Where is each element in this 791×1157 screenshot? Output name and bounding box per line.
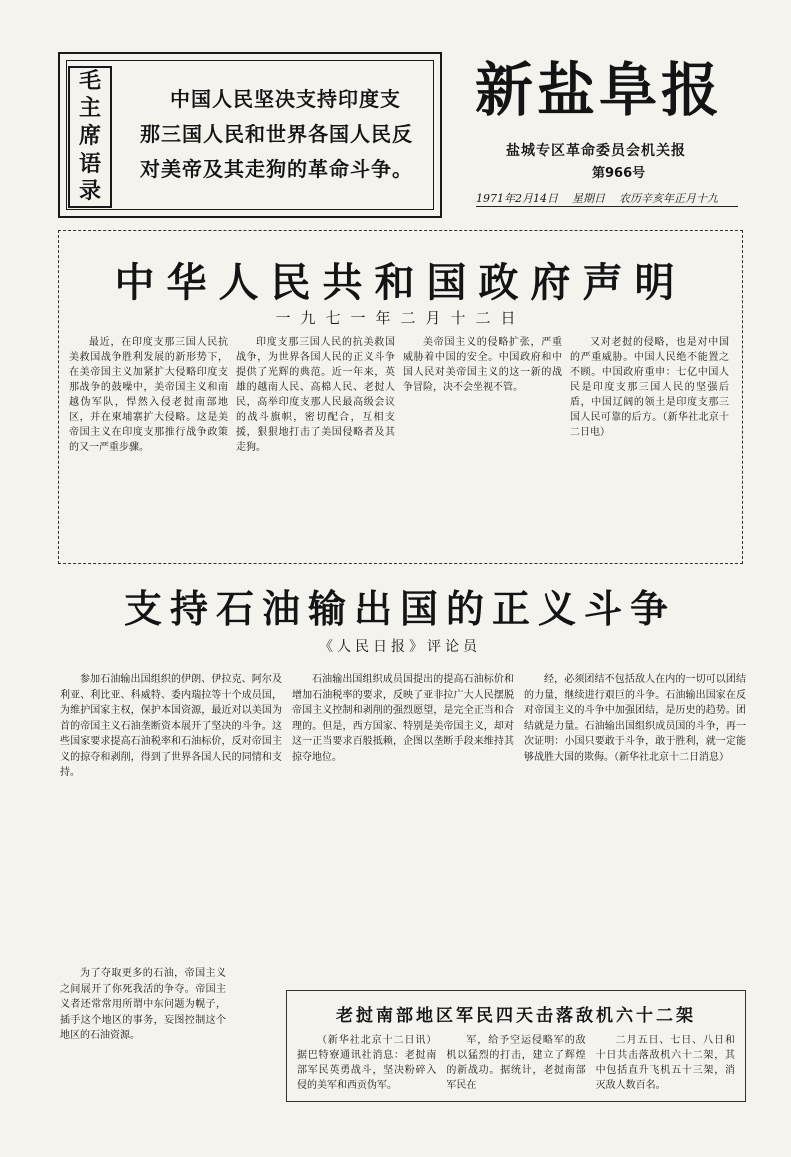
laos-news-box xyxy=(286,990,746,1102)
mao-label-char: 录 xyxy=(78,179,101,205)
mao-quote-label xyxy=(68,66,112,208)
declaration-column: 印度支那三国人民的抗美救国战争，为世界各国人民的正义斗争提供了光辉的典范。近一年来，英雄的越南人民、高棉人民、老挝人民，高举印度支那人民最高级会议的战斗旗帜，密切配合，互相支援，狠狠地打击了美国侵略者及其走狗。 xyxy=(236,337,395,453)
paper-name: 新盐阜报 xyxy=(475,56,724,124)
quote-line: 对美帝及其走狗的革命斗争。 xyxy=(140,157,413,181)
issue-date: 1971年2月14日 xyxy=(476,192,558,205)
declaration-date: 一九七一年二月十二日 xyxy=(275,309,526,327)
laos-news-title: 老挝南部地区军民四天击落敌机六十二架 xyxy=(336,1006,696,1026)
laos-news-column: （新华社北京十二日讯）据巴特寮通讯社消息：老挝南部军民英勇战斗，坚决粉碎入侵的美军和西贡伪军。 xyxy=(297,1035,437,1091)
dateline-rule xyxy=(476,206,738,207)
editorial-continuation: 为了夺取更多的石油，帝国主义之间展开了你死我活的争夺。帝国主义者还常常用所谓中东问题为幌子，插手这个地区的事务，妄图控制这个地区的石油资源。 xyxy=(60,968,226,1041)
declaration-columns xyxy=(69,335,729,555)
issue-number: 第966号 xyxy=(592,166,646,181)
editorial-column: 石油输出国组织成员国提出的提高石油标价和增加石油税率的要求，反映了亚非拉广大人民摆脱帝国主义控制和剥削的强烈愿望，是完全正当和合理的。但是，西方国家、特别是美帝国主义，却对这一正当要求百般抵赖，企图以垄断手段来维持其掠夺地位。 xyxy=(292,674,514,763)
mao-label-char: 语 xyxy=(78,151,101,177)
laos-news-column: 二月五日、七日、八日和十日共击落敌机六十二架，其中包括直升飞机五十三架，消灭敌人数百名。 xyxy=(595,1035,735,1091)
editorial-column: 参加石油输出国组织的伊朗、伊拉克、阿尔及利亚、利比亚、科威特、委内瑞拉等十个成员国，为维护国家主权，保护本国资源，最近对以美国为首的帝国主义石油垄断资本展开了坚决的斗争。这些国家要求提高石油税率和石油标价，反对帝国主义的掠夺和剥削，得到了世界各国人民的同情和支持。 xyxy=(60,674,282,778)
mao-label-char: 席 xyxy=(78,123,101,149)
editorial-column: 经，必须团结不包括敌人在内的一切可以团结的力量，继续进行艰巨的斗争。石油输出国家在反对帝国主义的斗争中加强团结，是历史的趋势。团结就是力量。石油输出国组织成员国的斗争，再一次证明：小国只要敢于斗争，敢于胜利，就一定能够战胜大国的欺侮。（新华社北京十二日消息） xyxy=(524,674,746,763)
issue-weekday: 星期日 xyxy=(572,192,605,205)
editorial-title: 支持石油输出国的正义斗争 xyxy=(123,586,676,631)
editorial-columns xyxy=(60,672,746,964)
mao-quote-box xyxy=(58,52,442,218)
quote-line: 中国人民坚决支持印度支 xyxy=(170,87,401,111)
dateline xyxy=(476,190,736,206)
declaration-column: 美帝国主义的侵略扩张，严重威胁着中国的安全。中国政府和中国人民对美帝国主义的这一新的战争冒险，决不会坐视不管。 xyxy=(403,337,562,393)
editorial-byline: 《人民日报》评论员 xyxy=(319,639,481,655)
declaration-column: 最近，在印度支那三国人民抗美救国战争胜利发展的新形势下，在美帝国主义加紧扩大侵略印度支那战争的鼓噪中，美帝国主义和南越伪军队，悍然入侵老挝南部地区，并在柬埔寨扩大侵略。这是美帝国主义在印度支那推行战争政策的又一严重步骤。 xyxy=(69,337,228,453)
declaration-title: 中华人民共和国政府声明 xyxy=(114,260,687,306)
quote-line: 那三国人民和世界各国人民反 xyxy=(140,122,413,146)
issue-lunar-date: 农历辛亥年正月十九 xyxy=(619,192,718,205)
laos-news-column: 军，给予空运侵略军的敌机以猛烈的打击，建立了辉煌的新战功。据统计，老挝南部军民在 xyxy=(446,1035,586,1091)
declaration-column: 又对老挝的侵略，也是对中国的严重威胁。中国人民绝不能置之不顾。中国政府重申：七亿中国人民是印度支那三国人民的坚强后盾，中国辽阔的领土是印度支那三国人民可靠的后方。（新华社北京十二日电） xyxy=(570,337,729,438)
laos-news-columns xyxy=(297,1033,735,1095)
mao-quote-text xyxy=(140,82,430,187)
mao-label-char: 毛 xyxy=(78,68,101,94)
publisher-line: 盐城专区革命委员会机关报 xyxy=(506,143,686,159)
declaration-box xyxy=(58,230,743,564)
mao-label-char: 主 xyxy=(78,96,101,122)
